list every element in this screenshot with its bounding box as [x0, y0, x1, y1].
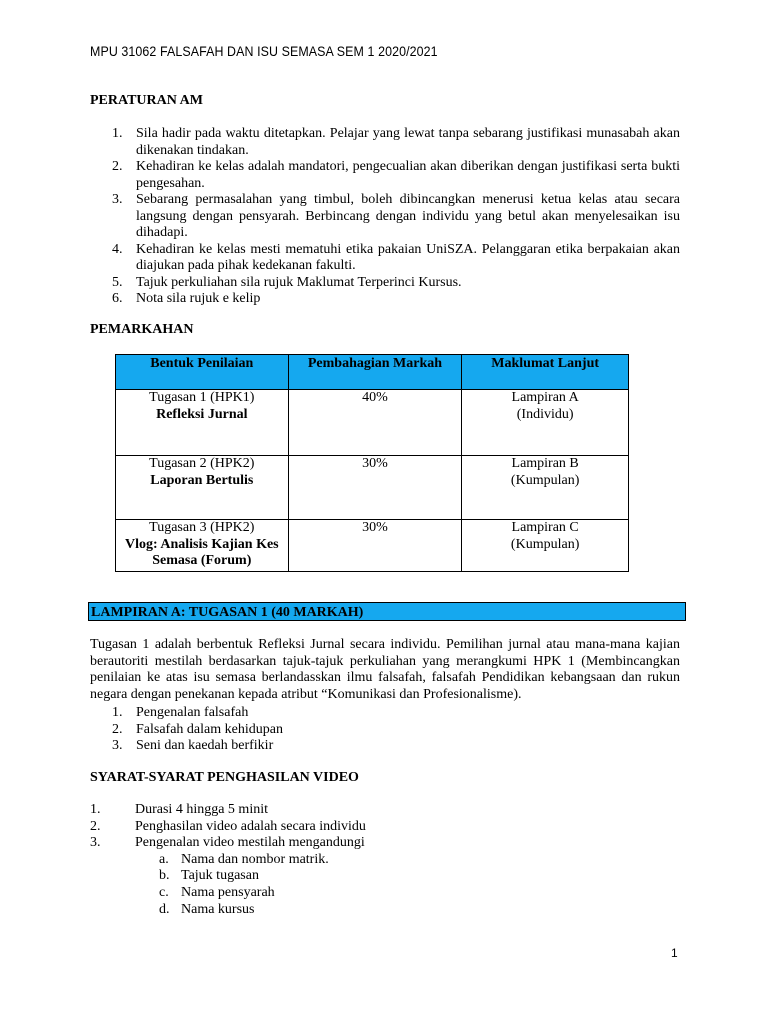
mark-cell: 30%	[288, 456, 462, 520]
mark-cell: 40%	[288, 390, 462, 456]
list-text: Falsafah dalam kehidupan	[136, 721, 283, 737]
column-header: Maklumat Lanjut	[462, 355, 629, 390]
sublist-letter: b.	[159, 868, 170, 884]
section-title-peraturan: PERATURAN AM	[90, 93, 203, 108]
task-name: Vlog: Analisis Kajian Kes Semasa (Forum)	[124, 536, 279, 568]
list-item	[112, 291, 680, 308]
list-text: Pengenalan video mestilah mengandungi	[135, 835, 365, 851]
topic-list	[112, 705, 680, 755]
assessment-cell	[116, 390, 289, 456]
lampiran-a-banner: LAMPIRAN A: TUGASAN 1 (40 MARKAH)	[88, 602, 686, 621]
sublist-item	[135, 852, 590, 869]
marks-table	[115, 354, 629, 572]
table-row	[116, 390, 629, 456]
lampiran-label: Lampiran A	[511, 390, 579, 405]
mode-label: (Kumpulan)	[510, 536, 580, 552]
list-number: 1.	[112, 126, 123, 141]
sublist-item	[135, 902, 590, 919]
list-number: 3.	[112, 738, 123, 753]
list-item	[90, 819, 590, 836]
assessment-cell	[116, 520, 289, 572]
list-number: 6.	[112, 291, 123, 306]
list-number: 3.	[112, 192, 123, 207]
sublist-text: Nama pensyarah	[181, 884, 275, 900]
sublist-text: Nama kursus	[181, 901, 255, 917]
table-row	[116, 456, 629, 520]
sublist-letter: d.	[159, 901, 170, 917]
list-item	[90, 835, 590, 918]
list-number: 5.	[112, 274, 123, 290]
section-title-video: SYARAT-SYARAT PENGHASILAN VIDEO	[90, 770, 359, 785]
info-cell	[462, 456, 629, 520]
list-text: Kehadiran ke kelas adalah mandatori, pengecualian akan diberikan dengan justifikasi serta bukti pengesahan.	[136, 159, 680, 191]
list-text: Sila hadir pada waktu ditetapkan. Pelajar yang lewat tanpa sebarang justifikasi munasabah akan dikenakan tindakan.	[136, 126, 680, 158]
sublist-item	[135, 885, 590, 902]
mode-label: (Individu)	[516, 406, 574, 422]
column-header: Pembahagian Markah	[288, 355, 462, 390]
task-code: Tugasan 3 (HPK2)	[149, 520, 255, 535]
list-number: 2.	[112, 721, 123, 737]
list-item	[112, 738, 680, 755]
lampiran-label: Lampiran C	[511, 520, 579, 535]
list-number: 2.	[90, 818, 101, 834]
table-row	[116, 520, 629, 572]
page-number: 1	[671, 946, 678, 960]
page-header: MPU 31062 FALSAFAH DAN ISU SEMASA SEM 1 2020/2021	[90, 44, 438, 59]
sublist-letter: a.	[159, 851, 169, 867]
task-code: Tugasan 1 (HPK1)	[149, 390, 255, 405]
list-item	[112, 705, 680, 722]
list-item	[112, 192, 680, 242]
sublist-item	[135, 868, 590, 885]
mark-cell: 30%	[288, 520, 462, 572]
info-cell	[462, 520, 629, 572]
lampiran-label: Lampiran B	[511, 456, 579, 471]
table-header-row	[116, 355, 629, 390]
list-number: 1.	[112, 705, 123, 720]
list-item	[112, 126, 680, 159]
sublist-letter: c.	[159, 884, 169, 900]
list-item	[112, 159, 680, 192]
mode-label: (Kumpulan)	[510, 472, 580, 488]
list-text: Penghasilan video adalah secara individu	[135, 818, 366, 834]
list-number: 4.	[112, 241, 123, 257]
task-code: Tugasan 2 (HPK2)	[149, 456, 255, 471]
column-header: Bentuk Penilaian	[116, 355, 289, 390]
sublist-text: Nama dan nombor matrik.	[181, 851, 329, 867]
info-cell	[462, 390, 629, 456]
list-item	[112, 275, 680, 292]
list-text: Seni dan kaedah berfikir	[136, 738, 274, 753]
video-requirements-list	[90, 802, 590, 918]
list-number: 1.	[90, 802, 101, 817]
list-item	[112, 722, 680, 739]
list-text: Nota sila rujuk e kelip	[136, 291, 261, 306]
list-text: Pengenalan falsafah	[136, 705, 249, 720]
video-sublist	[135, 852, 590, 918]
task-name: Refleksi Jurnal	[156, 406, 248, 422]
peraturan-list	[112, 126, 680, 308]
list-number: 2.	[112, 159, 123, 174]
list-item	[90, 802, 590, 819]
list-item	[112, 242, 680, 275]
list-number: 3.	[90, 835, 101, 851]
list-text: Sebarang permasalahan yang timbul, boleh dibincangkan menerusi ketua kelas atau secara langsung dengan pensyarah. Berbincang dengan individu yang betul akan menyelesaikan isu dihadapi.	[136, 192, 680, 240]
lampiran-a-paragraph: Tugasan 1 adalah berbentuk Refleksi Jurnal secara individu. Pemilihan jurnal atau mana-mana kajian berautoriti mestilah berdasarkan tajuk-tajuk perkuliahan yang merangkumi HPK 1 (Membincangkan penilaian ke atas isu semasa berlandasskan ilmu falsafah, falsafah Pendidikan kebangsaan dan rukun negara dengan penekanan kepada atribut “Komunikasi dan Profesionalisme).	[90, 637, 680, 702]
list-text: Durasi 4 hingga 5 minit	[135, 802, 268, 817]
sublist-text: Tajuk tugasan	[181, 868, 259, 884]
task-name: Laporan Bertulis	[150, 472, 254, 488]
assessment-cell	[116, 456, 289, 520]
list-text: Kehadiran ke kelas mesti mematuhi etika pakaian UniSZA. Pelanggaran etika berpakaian akan diajukan pada pihak kedekanan fakulti.	[136, 241, 680, 273]
section-title-pemarkahan: PEMARKAHAN	[90, 322, 194, 337]
list-text: Tajuk perkuliahan sila rujuk Maklumat Terperinci Kursus.	[136, 274, 462, 290]
